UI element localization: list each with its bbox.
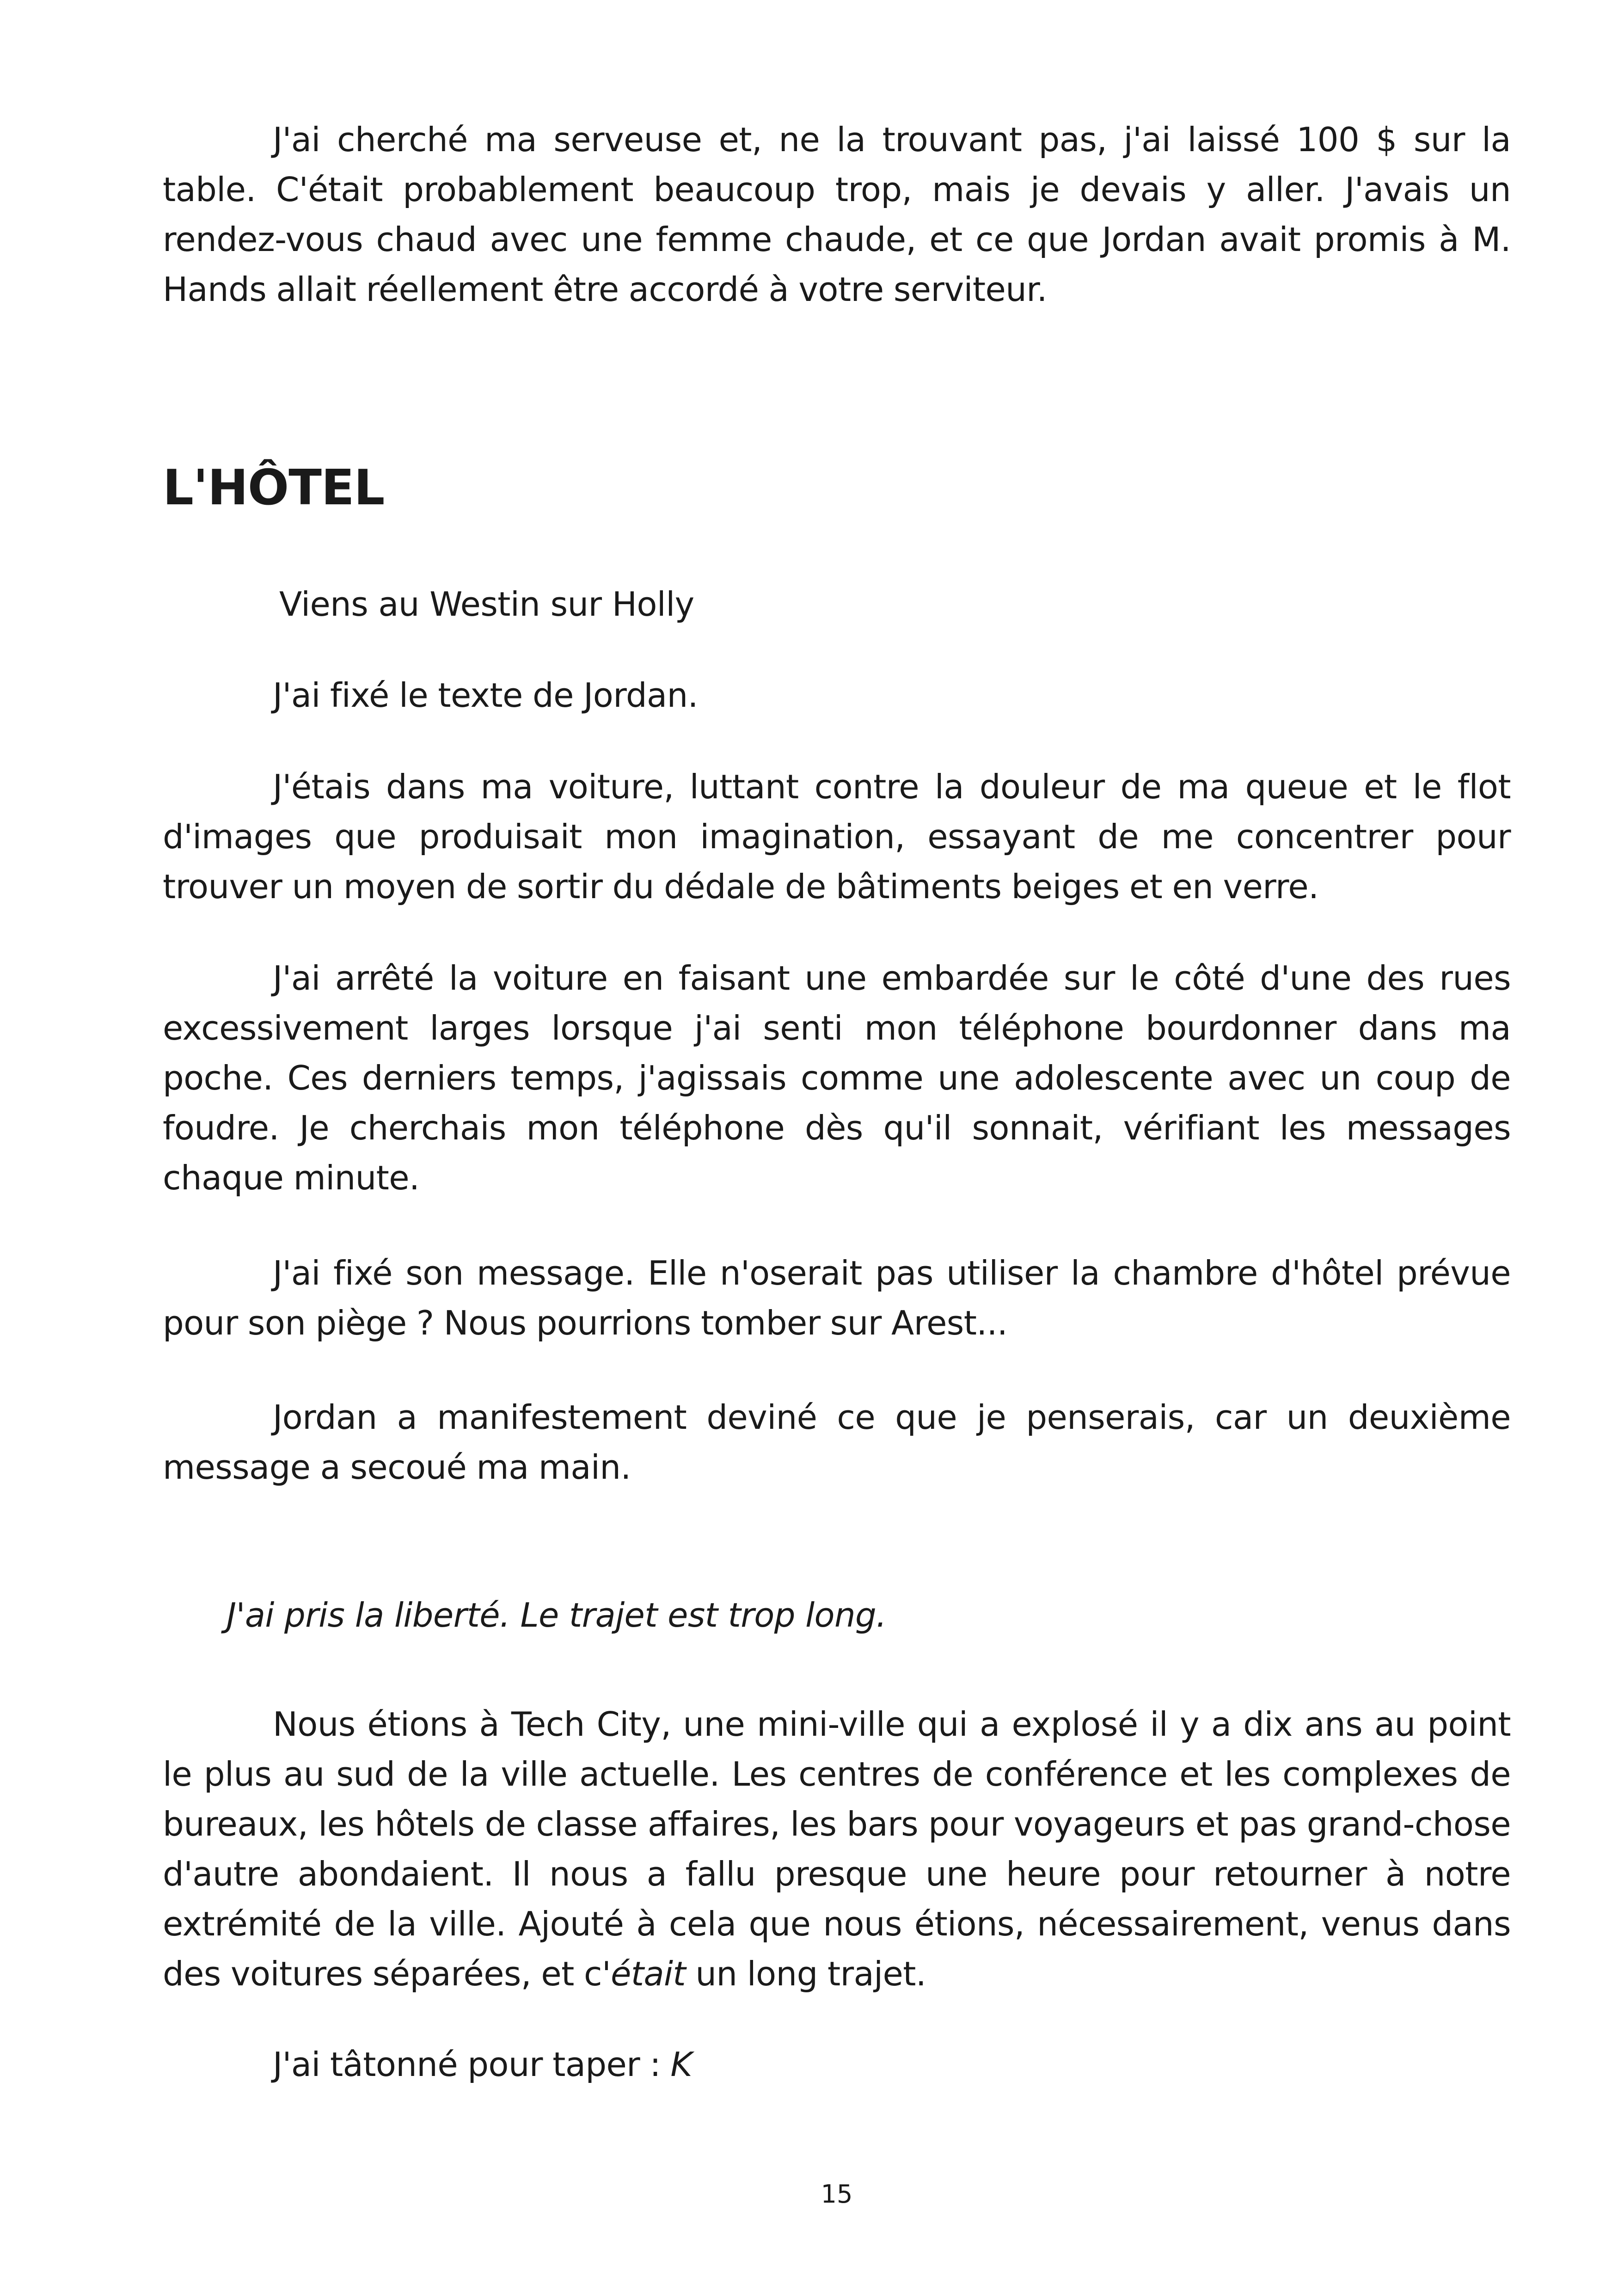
paragraph-in-car: J'étais dans ma voiture, luttant contre la douleur de ma queue et le flot d'images que produisait mon imagination, essayant de me concentrer pour trouver un moyen de sortir du dédale de bâtiments beiges et en verre. <box>163 767 1511 906</box>
paragraph-hotel-trap: J'ai fixé son message. Elle n'oserait pas utiliser la chambre d'hôtel prévue pour son piège ? Nous pourrions tomber sur Arest... <box>163 1254 1511 1342</box>
paragraph-tech-city-end: un long trajet. <box>686 1954 926 1993</box>
text-message-liberty: J'ai pris la liberté. Le trajet est trop long. <box>227 1596 887 1635</box>
paragraph-tech-city <box>163 1699 1511 1999</box>
page-number: 15 <box>821 2180 853 2209</box>
chapter-heading: L'HÔTEL <box>163 459 385 516</box>
typed-letter: K <box>670 2045 693 2084</box>
paragraph-second-message: Jordan a manifestement deviné ce que je penserais, car un deuxième message a secoué ma main. <box>163 1398 1511 1487</box>
paragraph-fumbled <box>163 2039 1511 2089</box>
paragraph-fumbled-text: J'ai tâtonné pour taper : <box>273 2045 671 2084</box>
paragraph-stopped-car: J'ai arrêté la voiture en faisant une embardée sur le côté d'une des rues excessivement larges lorsque j'ai senti mon téléphone bourdonner dans ma poche. Ces derniers temps, j'agissais comme une adolescente avec un coup de foudre. Je cherchais mon téléphone dès qu'il sonnait, vérifiant les messages chaque minute. <box>163 959 1511 1197</box>
emphasis-etait: était <box>611 1954 686 1993</box>
document-page <box>163 0 1511 2296</box>
paragraph-tech-city-text: Nous étions à Tech City, une mini-ville qui a explosé il y a dix ans au point le plus au sud de la ville actuelle. Les centres de conférence et les complexes de bureaux, les hôtels de classe affaires, les bars pour voyageurs et pas grand-chose d'autre abondaient. Il nous a fallu presque une heure pour retourner à notre extrémité de la ville. Ajouté à cela que nous étions, nécessairement, venus dans des voitures séparées, et c' <box>163 1705 1511 1993</box>
paragraph-tip: J'ai cherché ma serveuse et, ne la trouvant pas, j'ai laissé 100 $ sur la table. C'était probablement beaucoup trop, mais je devais y aller. J'avais un rendez-vous chaud avec une femme chaude, et ce que Jordan avait promis à M. Hands allait réellement être accordé à votre serviteur. <box>163 120 1511 309</box>
text-message-westin: Viens au Westin sur Holly <box>279 585 694 624</box>
paragraph-stared-text: J'ai fixé le texte de Jordan. <box>273 676 698 715</box>
